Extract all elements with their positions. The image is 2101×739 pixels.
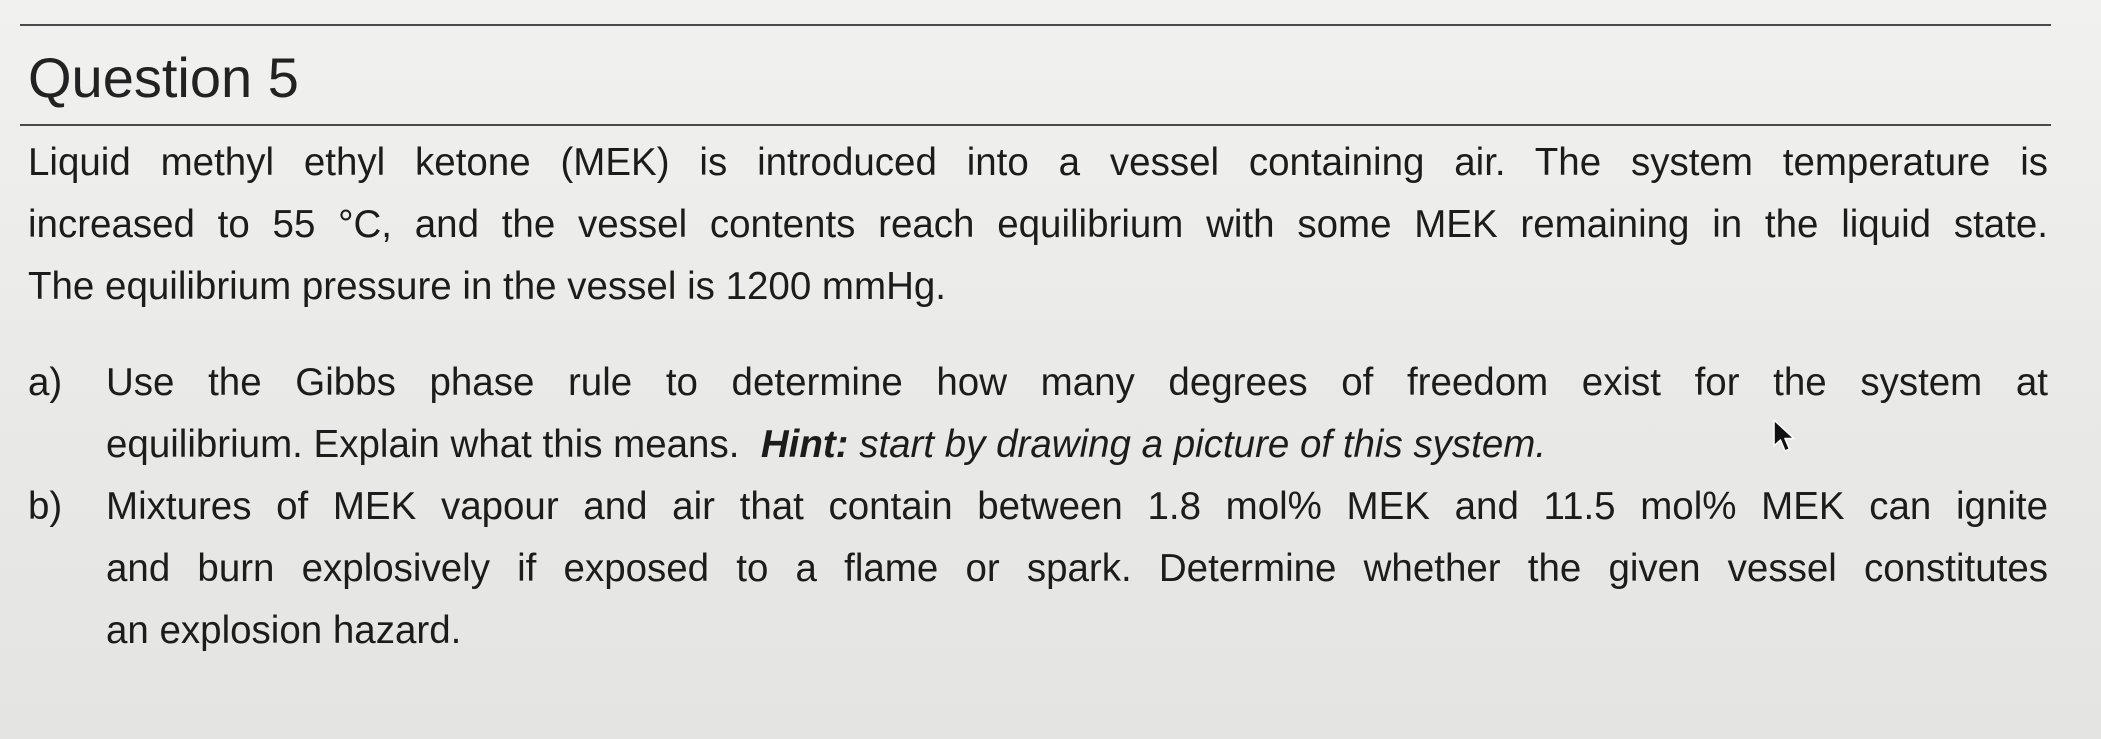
intro-line: Liquid methyl ethyl ketone (MEK) is introduced into a vessel containing air. The system temperature is xyxy=(28,141,2048,184)
title-divider xyxy=(20,124,2051,126)
part-b-line: an explosion hazard. xyxy=(106,609,462,652)
question-parts xyxy=(28,352,2048,662)
intro-line: The equilibrium pressure in the vessel is 1200 mmHg. xyxy=(28,265,946,308)
top-divider xyxy=(20,24,2051,26)
intro-line: increased to 55 °C, and the vessel contents reach equilibrium with some MEK remaining in the liquid state. xyxy=(28,203,2048,246)
part-b xyxy=(28,476,2048,662)
part-b-line: Mixtures of MEK vapour and air that contain between 1.8 mol% MEK and 11.5 mol% MEK can ignite xyxy=(106,485,2048,528)
part-a xyxy=(28,352,2048,476)
part-a-letter: a) xyxy=(28,361,63,404)
mouse-pointer-icon xyxy=(1772,418,1798,454)
question-title: Question 5 xyxy=(28,46,299,109)
hint-label: Hint: xyxy=(760,423,849,466)
part-a-line-text: equilibrium. Explain what this means. xyxy=(106,423,740,466)
part-a-line xyxy=(106,414,2048,476)
part-a-line: Use the Gibbs phase rule to determine how many degrees of freedom exist for the system at xyxy=(106,361,2048,404)
hint-text: start by drawing a picture of this system. xyxy=(859,423,1547,466)
part-b-letter: b) xyxy=(28,485,63,528)
question-intro xyxy=(28,132,2048,318)
part-b-line: and burn explosively if exposed to a flame or spark. Determine whether the given vessel constitutes xyxy=(106,547,2048,590)
